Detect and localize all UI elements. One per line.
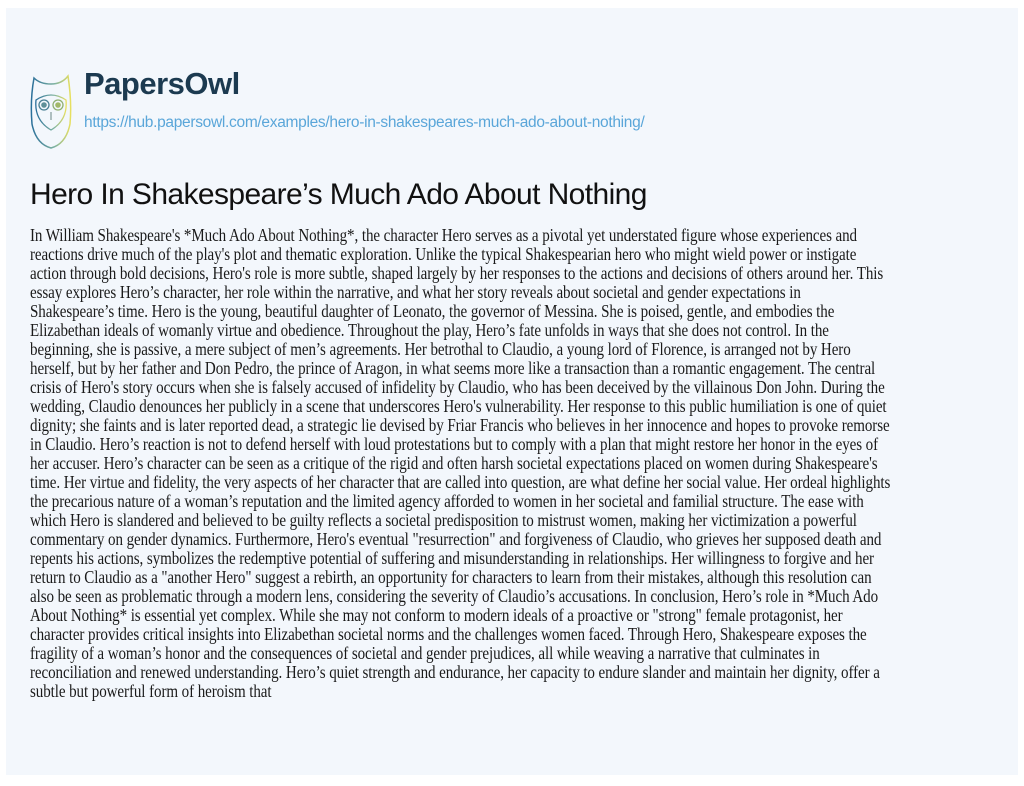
essay-body [30,226,1024,701]
page-card [6,8,1018,775]
essay-line: dignity; she faints and is later reported dead, a strategic lie devised by Friar Francis who believes in her innocence and hopes to provoke remorse [30,415,890,435]
essay-line: wedding, Claudio denounces her publicly in a scene that underscores Hero's vulnerability. Her response to this public humiliation is one of quiet [30,396,887,416]
essay-line: which Hero is slandered and believed to be guilty reflects a societal predisposition to mistrust women, making her victimization a powerful [30,510,857,530]
essay-line: About Nothing* is essential yet complex. While she may not conform to modern ideals of a proactive or "strong" female protagonist, her [30,605,843,625]
essay-line: Shakespeare’s time. Hero is the young, beautiful daughter of Leonato, the governor of Messina. She is poised, gentle, and embodies the [30,301,835,321]
essay-line: the precarious nature of a woman’s reputation and the limited agency afforded to women in her societal and familial structure. The ease with [30,491,864,511]
essay-line: in Claudio. Hero’s reaction is not to defend herself with loud protestations but to comply with a plan that might restore her honor in the eyes of [30,434,879,454]
page-title: Hero In Shakespeare’s Much Ado About Nothing [30,178,647,211]
essay-line: essay explores Hero’s character, her role within the narrative, and what her story reveals about societal and gender expectations in [30,282,801,302]
essay-line: action through bold decisions, Hero's role is more subtle, shaped largely by her responses to the actions and decisions of others around her. This [30,263,884,283]
essay-line: fragility of a woman’s honor and the consequences of societal and gender prejudices, all while weaving a narrative that culminates in [30,643,820,663]
essay-line: also be seen as problematic through a modern lens, considering the severity of Claudio’s accusations. In conclusion, Hero’s role in *Much Ado [30,586,879,606]
essay-line: her accuser. Hero’s character can be seen as a critique of the rigid and often harsh societal expectations placed on women during Shakespeare's [30,453,878,473]
brand-name: PapersOwl [84,66,240,101]
essay-line: reactions drive much of the play's plot and thematic exploration. Unlike the typical Shakespearian hero who might wield power or instigate [30,244,857,264]
essay-line: subtle but powerful form of heroism that [30,681,272,701]
essay-line: repents his actions, symbolizes the redemptive potential of suffering and misunderstanding in relationships. Her willingness to forgive and her [30,548,874,568]
essay-line: crisis of Hero's story occurs when she is falsely accused of infidelity by Claudio, who has been deceived by the villainous Don John. During the [30,377,885,397]
essay-line: In William Shakespeare's *Much Ado About Nothing*, the character Hero serves as a pivotal yet understated figure whose experiences and [30,225,857,245]
essay-line: time. Her virtue and fidelity, the very aspects of her character that are called into question, are what define her social value. Her ordeal highlights [30,472,891,492]
owl-logo-icon [30,72,72,156]
essay-line: Elizabethan ideals of womanly virtue and obedience. Throughout the play, Hero’s fate unfolds in ways that she does not control. In the [30,320,829,340]
essay-line: character provides critical insights into Elizabethan societal norms and the challenges women faced. Through Hero, Shakespeare exposes the [30,624,867,644]
essay-line: beginning, she is passive, a mere subject of men’s agreements. Her betrothal to Claudio, a young lord of Florence, is arranged not by Hero [30,339,851,359]
source-url-link[interactable]: https://hub.papersowl.com/examples/hero-in-shakespeares-much-ado-about-nothing/ [84,114,645,131]
essay-line: reconciliation and renewed understanding. Hero’s quiet strength and endurance, her capacity to endure slander and maintain her dignity, offer a [30,662,880,682]
essay-line: commentary on gender dynamics. Furthermore, Hero's eventual "resurrection" and forgiveness of Claudio, who grieves her supposed death and [30,529,882,549]
essay-line: return to Claudio as a "another Hero" suggest a rebirth, an opportunity for characters to learn from their mistakes, although this resolution can [30,567,872,587]
essay-line: herself, but by her father and Don Pedro, the prince of Aragon, in what seems more like a transaction than a romantic engagement. The central [30,358,876,378]
